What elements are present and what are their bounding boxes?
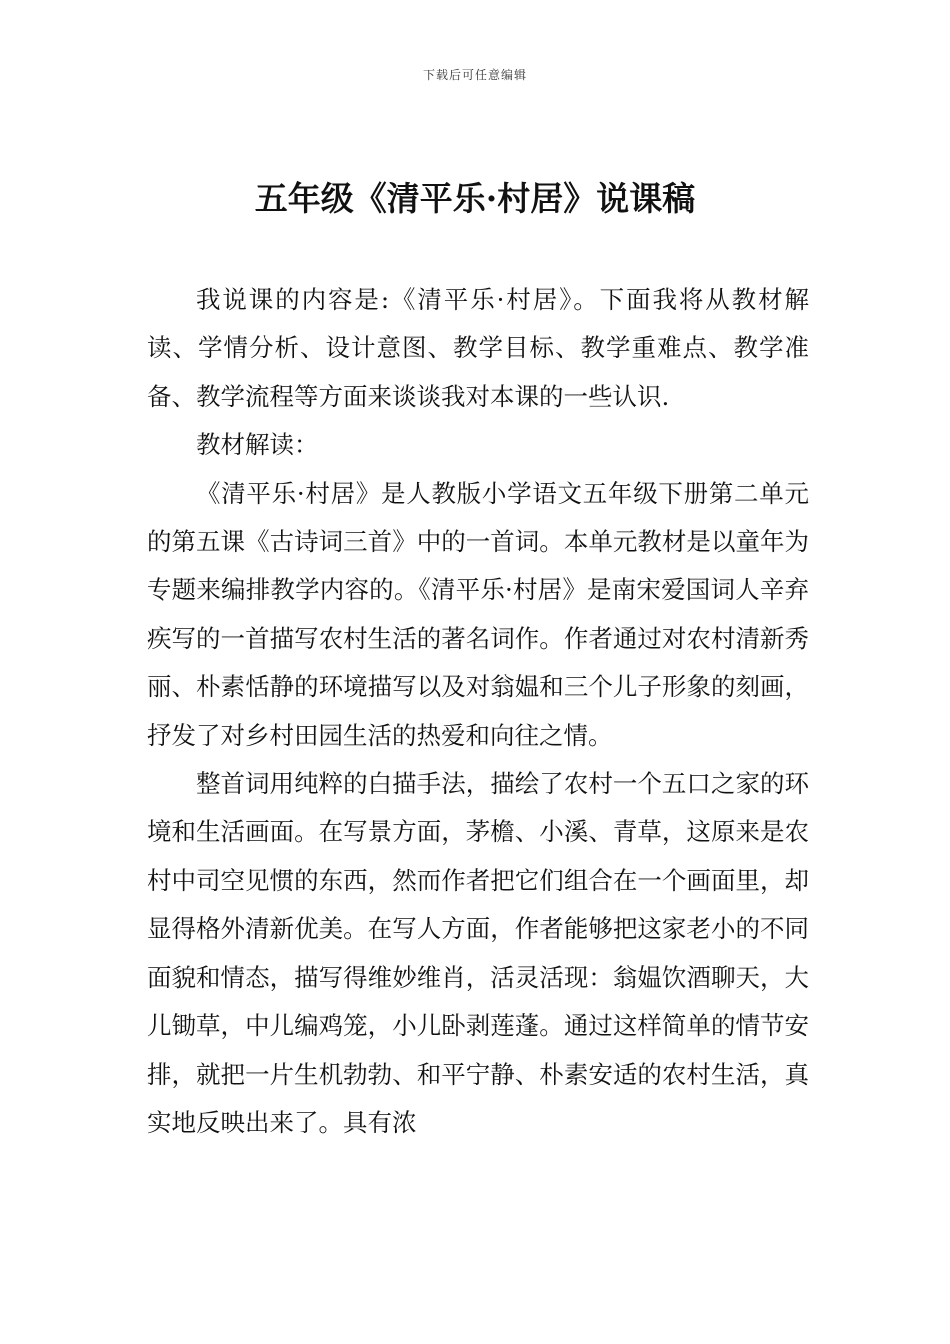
section-heading-textbook: 教材解读：: [196, 430, 319, 460]
document-title: 五年级《清平乐·村居》说课稿: [254, 179, 696, 218]
paragraph-textbook-analysis: 《清平乐·村居》是人教版小学语文五年级下册第二单元的第五课《古诗词三首》中的一首词。本单元教材是以童年为专题来编排教学内容的。《清平乐·村居》是南宋爱国词人辛弃疾写的一首描写农村生活的著名词作。作者通过对农村清新秀丽、朴素恬静的环境描写以及对翁媪和三个儿子形象的刻画，抒发了对乡村田园生活的热爱和向往之情。: [147, 478, 809, 750]
header-note: 下载后可任意编辑: [422, 68, 527, 82]
paragraph-intro: 我说课的内容是:《清平乐·村居》。下面我将从教材解读、学情分析、设计意图、教学目标、教学重难点、教学准备、教学流程等方面来谈谈我对本课的一些认识.: [147, 285, 809, 411]
paragraph-poem-description: 整首词用纯粹的白描手法，描绘了农村一个五口之家的环境和生活画面。在写景方面，茅檐、小溪、青草，这原来是农村中司空见惯的东西，然而作者把它们组合在一个画面里，却显得格外清新优美。在写人方面，作者能够把这家老小的不同面貌和情态，描写得维妙维肖，活灵活现：翁媪饮酒聊天，大儿锄草，中儿编鸡笼，小儿卧剥莲蓬。通过这样简单的情节安排，就把一片生机勃勃、和平宁静、朴素安适的农村生活，真实地反映出来了。具有浓: [147, 769, 809, 1137]
document-body: [147, 276, 809, 1147]
